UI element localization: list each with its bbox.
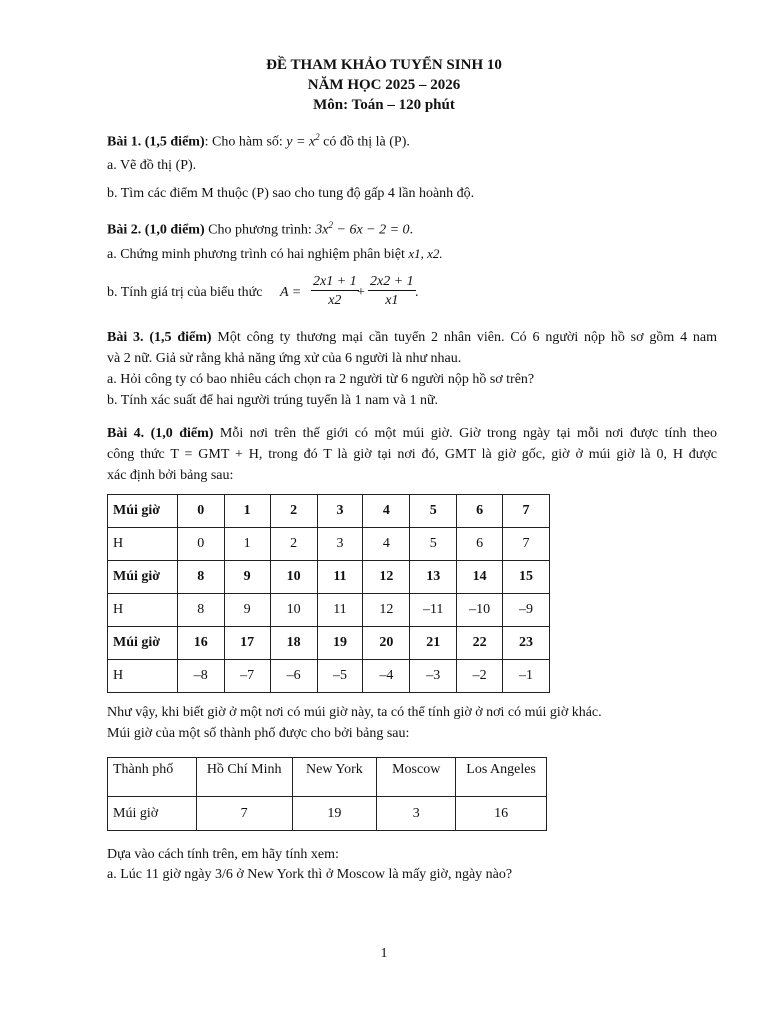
h-value-cell: –6 xyxy=(270,660,317,693)
bai2-part-a-text: a. Chứng minh phương trình có hai nghiệm phân biệt xyxy=(107,247,409,262)
bai4-text: Mỗi nơi trên thế giới có một múi giờ. Giờ trong ngày tại mỗi nơi được tính theo xyxy=(213,426,717,441)
timezone-value-cell: 1 xyxy=(224,495,270,528)
timezone-table xyxy=(107,494,550,693)
bai3-part-b: b. Tính xác suất để hai người trúng tuyển là 1 nam và 1 nữ. xyxy=(107,393,439,408)
bai4-row3: xác định bởi bảng sau: xyxy=(107,468,234,483)
h-value-cell: 2 xyxy=(270,528,317,561)
h-value-cell: 10 xyxy=(270,594,317,627)
bai1-function: y = x xyxy=(286,134,316,150)
bai4-after-table-1: Như vậy, khi biết giờ ở một nơi có múi giờ này, ta có thể tính giờ ở nơi có múi giờ khác. xyxy=(107,705,602,720)
timezone-value-cell: 10 xyxy=(270,561,317,594)
timezone-value-cell: 8 xyxy=(177,561,224,594)
h-value-cell: –3 xyxy=(410,660,457,693)
city-value-cell: 19 xyxy=(292,797,377,831)
timezone-value-cell: 21 xyxy=(410,627,457,660)
h-value-cell: 8 xyxy=(177,594,224,627)
h-value-cell: 11 xyxy=(317,594,363,627)
timezone-value-cell: 22 xyxy=(457,627,503,660)
h-value-cell: –11 xyxy=(410,594,457,627)
bai3-text: Một công ty thương mại cần tuyển 2 nhân viên. Có 6 người nộp hồ sơ gồm 4 nam xyxy=(211,330,718,345)
timezone-value-cell: 19 xyxy=(317,627,363,660)
subject-line: Môn: Toán – 120 phút xyxy=(313,97,455,113)
h-value-cell: –8 xyxy=(177,660,224,693)
h-value-cell: 5 xyxy=(410,528,457,561)
city-header-cell: New York xyxy=(292,758,377,797)
timezone-value-cell: 17 xyxy=(224,627,270,660)
bai2-plus: + xyxy=(357,285,365,300)
bai3-row1 xyxy=(107,327,717,348)
bai1-text-pre: : Cho hàm số: xyxy=(204,134,287,150)
h-value-cell: 12 xyxy=(363,594,410,627)
h-value-cell: 7 xyxy=(503,528,550,561)
bai3-paragraph xyxy=(107,327,717,411)
school-year: NĂM HỌC 2025 – 2026 xyxy=(307,77,461,93)
city-value-cell: 3 xyxy=(377,797,456,831)
timezone-value-cell: 6 xyxy=(457,495,503,528)
bai1-text-post: có đồ thị là (P). xyxy=(319,134,410,150)
bai2-eq-a: 3x xyxy=(315,222,329,238)
bai2-eq-exp: 2 xyxy=(328,220,333,230)
h-value-cell: –10 xyxy=(457,594,503,627)
timezone-value-cell: 20 xyxy=(363,627,410,660)
city-header-cell: Los Angeles xyxy=(456,758,547,797)
timezone-table-row xyxy=(108,594,550,627)
timezone-value-cell: 2 xyxy=(270,495,317,528)
timezone-value-cell: 9 xyxy=(224,561,270,594)
timezone-value-cell: 23 xyxy=(503,627,550,660)
timezone-table-row xyxy=(108,627,550,660)
city-value-cell: Múi giờ xyxy=(108,797,197,831)
h-value-cell: 9 xyxy=(224,594,270,627)
h-value-cell: 0 xyxy=(177,528,224,561)
exam-title: ĐỀ THAM KHẢO TUYỂN SINH 10 xyxy=(266,57,502,73)
timezone-value-cell: 13 xyxy=(410,561,457,594)
h-value-cell: 4 xyxy=(363,528,410,561)
h-value-cell: –4 xyxy=(363,660,410,693)
h-value-cell: 6 xyxy=(457,528,503,561)
h-value-cell: 1 xyxy=(224,528,270,561)
bai2-fraction-1 xyxy=(311,274,359,310)
timezone-value-cell: 4 xyxy=(363,495,410,528)
bai2-part-a xyxy=(107,245,717,264)
city-header-cell: Thành phố xyxy=(108,758,197,797)
timezone-value-cell: 14 xyxy=(457,561,503,594)
city-value-cell: 16 xyxy=(456,797,547,831)
timezone-table-row xyxy=(108,528,550,561)
timezone-value-cell: 11 xyxy=(317,561,363,594)
city-header-cell: Moscow xyxy=(377,758,456,797)
timezone-value-cell: 7 xyxy=(503,495,550,528)
city-value-cell: 7 xyxy=(196,797,292,831)
bai2-fraction-2 xyxy=(368,274,416,310)
timezone-value-cell: 16 xyxy=(177,627,224,660)
timezone-value-cell: 5 xyxy=(410,495,457,528)
bai1-part-b: b. Tìm các điểm M thuộc (P) sao cho tung độ gấp 4 lần hoành độ. xyxy=(107,186,475,201)
city-header-cell: Hồ Chí Minh xyxy=(196,758,292,797)
timezone-table-row xyxy=(108,561,550,594)
bai1-part-a: a. Vẽ đồ thị (P). xyxy=(107,158,197,173)
bai4-question-intro: Dựa vào cách tính trên, em hãy tính xem: xyxy=(107,847,339,862)
timezone-value-cell: 3 xyxy=(317,495,363,528)
bai2-A: A = xyxy=(280,285,302,300)
city-table-header-row xyxy=(108,758,547,797)
bai1-heading xyxy=(107,128,717,152)
h-label-cell: H xyxy=(108,594,178,627)
h-value-cell: –9 xyxy=(503,594,550,627)
h-value-cell: –1 xyxy=(503,660,550,693)
h-value-cell: –2 xyxy=(457,660,503,693)
city-table-value-row xyxy=(108,797,547,831)
timezone-table-row xyxy=(108,495,550,528)
bai4-question-a: a. Lúc 11 giờ ngày 3/6 ở New York thì ở Moscow là mấy giờ, ngày nào? xyxy=(107,867,513,882)
bai2-fraction-2-num: 2x2 + 1 xyxy=(370,274,414,289)
bai4-after-table-2: Múi giờ của một số thành phố được cho bởi bảng sau: xyxy=(107,726,410,741)
bai1-label: Bài 1. (1,5 điểm) xyxy=(107,134,205,150)
timezone-value-cell: 15 xyxy=(503,561,550,594)
bai4-row1 xyxy=(107,423,717,444)
timezone-label-cell: Múi giờ xyxy=(108,627,178,660)
timezone-table-row xyxy=(108,660,550,693)
bai3-row2: và 2 nữ. Giả sử rằng khả năng ứng xử của 6 người là như nhau. xyxy=(107,351,462,366)
timezone-label-cell: Múi giờ xyxy=(108,495,178,528)
timezone-value-cell: 18 xyxy=(270,627,317,660)
h-label-cell: H xyxy=(108,660,178,693)
bai3-part-a: a. Hỏi công ty có bao nhiêu cách chọn ra 2 người từ 6 người nộp hồ sơ trên? xyxy=(107,372,535,387)
h-value-cell: –5 xyxy=(317,660,363,693)
bai2-text-pre: Cho phương trình: xyxy=(204,222,316,238)
bai2-fraction-1-den: x2 xyxy=(328,293,342,308)
bai3-label: Bài 3. (1,5 điểm) xyxy=(107,330,212,345)
bai2-part-b xyxy=(107,272,717,316)
timezone-value-cell: 12 xyxy=(363,561,410,594)
bai4-row2: công thức T = GMT + H, trong đó T là giờ tại nơi đó, GMT là giờ gốc, giờ ở múi giờ là 0, H được xyxy=(107,447,717,462)
bai2-end: . xyxy=(415,285,419,300)
bai1-exponent: 2 xyxy=(315,132,320,142)
h-value-cell: –7 xyxy=(224,660,270,693)
city-timezone-table xyxy=(107,757,547,831)
bai2-heading xyxy=(107,216,717,240)
bai2-eq-b: − 6x − 2 = 0 xyxy=(333,222,410,238)
bai2-label: Bài 2. (1,0 điểm) xyxy=(107,222,205,238)
bai2-fraction-1-num: 2x1 + 1 xyxy=(313,274,357,289)
bai2-fraction-2-den: x1 xyxy=(385,293,399,308)
timezone-value-cell: 0 xyxy=(177,495,224,528)
bai2-eq-end: . xyxy=(409,222,414,238)
h-value-cell: 3 xyxy=(317,528,363,561)
bai2-part-a-vars: x1, x2. xyxy=(408,246,443,261)
bai4-paragraph xyxy=(107,423,717,486)
bai2-part-b-text: b. Tính giá trị của biểu thức xyxy=(107,285,263,300)
timezone-label-cell: Múi giờ xyxy=(108,561,178,594)
bai4-label: Bài 4. (1,0 điểm) xyxy=(107,426,214,441)
h-label-cell: H xyxy=(108,528,178,561)
page-number: 1 xyxy=(380,946,388,961)
